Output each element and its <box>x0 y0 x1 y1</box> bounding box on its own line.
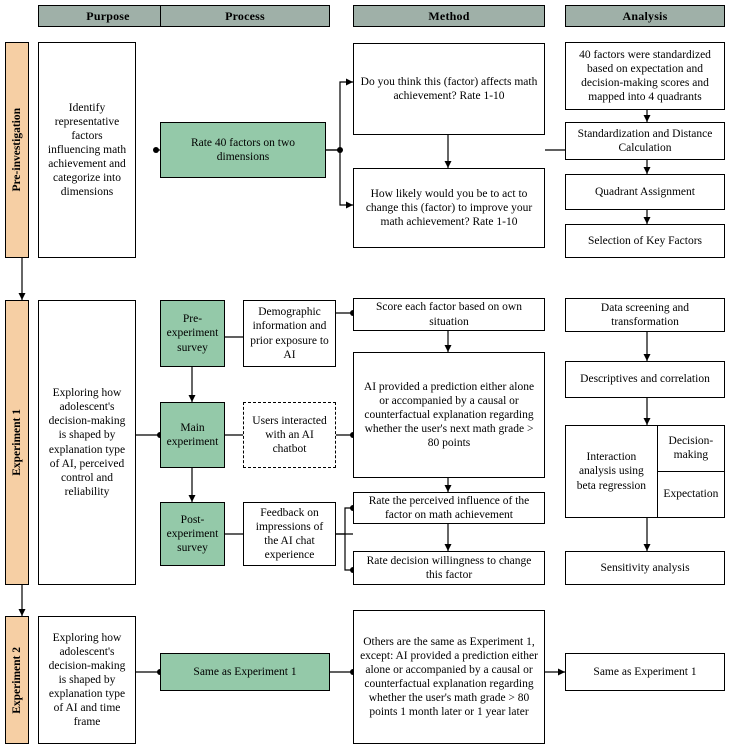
exp1-note-box-1 <box>243 300 336 367</box>
pre-analysis-box-3 <box>565 174 725 210</box>
exp2-analysis-box <box>565 653 725 691</box>
row-label-experiment-1 <box>5 300 29 585</box>
exp1-note-3-text: Feedback on impressions of the AI chat experience <box>255 506 324 562</box>
exp1-process-box-3 <box>160 502 225 566</box>
row-label-experiment-1-text: Experiment 1 <box>11 409 23 476</box>
exp1-analysis-4-text: Sensitivity analysis <box>600 561 690 574</box>
pre-analysis-3-text: Quadrant Assignment <box>595 185 695 198</box>
exp1-process-2-text: Main experiment <box>166 421 219 448</box>
exp1-analysis-box-1 <box>565 298 725 332</box>
exp1-analysis-box-4 <box>565 551 725 585</box>
pre-method-2-text: How likely would you be to act to change this (factor) to improve your math achievement? Rate 1-10 <box>365 187 533 228</box>
exp1-analysis-3-decision-making-text: Decision-making <box>668 434 714 461</box>
exp2-purpose-box <box>38 616 136 744</box>
pre-analysis-box-1 <box>565 42 725 110</box>
exp1-method-1-text: Score each factor based on own situation <box>376 301 522 328</box>
column-header-purpose <box>38 5 178 27</box>
exp1-process-box-1 <box>160 300 225 367</box>
exp1-analysis-box-2 <box>565 361 725 398</box>
pre-process-text: Rate 40 factors on two dimensions <box>190 136 296 163</box>
row-label-pre-investigation <box>5 42 29 258</box>
exp2-method-text: Others are the same as Experiment 1, except: AI provided a prediction either alone or accompanied by a causal or counterfactual explanation regarding whether the user's math grade > 80 points 1 month later or 1 year later <box>360 635 538 719</box>
pre-purpose-box <box>38 42 136 258</box>
column-header-purpose-label: Purpose <box>86 8 130 23</box>
pre-method-box-2 <box>353 168 545 248</box>
column-header-process <box>160 5 330 27</box>
exp1-method-box-3 <box>353 492 545 524</box>
exp1-analysis-box-3 <box>565 425 725 518</box>
exp1-method-box-1 <box>353 298 545 331</box>
exp1-analysis-3-left-text: Interaction analysis using beta regression <box>576 451 647 492</box>
exp1-process-1-text: Pre-experiment survey <box>166 313 219 354</box>
exp1-analysis-3-expectation <box>658 471 724 517</box>
exp1-analysis-3-left <box>566 426 657 517</box>
exp1-note-box-2 <box>243 402 336 468</box>
exp1-analysis-3-right <box>657 426 724 517</box>
exp1-note-2-text: Users interacted with an AI chatbot <box>252 414 327 455</box>
pre-analysis-box-2 <box>565 122 725 160</box>
pre-purpose-text: Identify representative factors influencing math achievement and categorize into dimensions <box>47 101 127 199</box>
exp1-note-box-3 <box>243 502 336 566</box>
exp1-purpose-box <box>38 300 136 585</box>
exp1-analysis-3-decision-making <box>658 426 724 471</box>
column-header-method-label: Method <box>428 8 470 23</box>
exp1-process-3-text: Post-experiment survey <box>166 513 219 554</box>
exp2-process-text: Same as Experiment 1 <box>193 665 297 678</box>
exp1-method-4-text: Rate decision willingness to change this factor <box>366 554 532 581</box>
column-header-method <box>353 5 545 27</box>
column-header-process-label: Process <box>225 8 265 23</box>
pre-method-box-1 <box>353 43 545 135</box>
exp1-method-3-text: Rate the perceived influence of the factor on math achievement <box>368 494 530 521</box>
pre-analysis-4-text: Selection of Key Factors <box>587 234 702 247</box>
exp2-analysis-text: Same as Experiment 1 <box>593 665 697 678</box>
exp1-method-box-2 <box>353 352 545 478</box>
exp1-method-box-4 <box>353 551 545 585</box>
row-label-pre-investigation-text: Pre-investigation <box>11 108 23 192</box>
exp2-process-box <box>160 653 330 691</box>
pre-method-1-text: Do you think this (factor) affects math achievement? Rate 1-10 <box>360 75 538 102</box>
column-header-analysis <box>565 5 725 27</box>
row-label-experiment-2-text: Experiment 2 <box>11 646 23 714</box>
row-label-experiment-2 <box>5 616 29 744</box>
pre-analysis-1-text: 40 factors were standardized based on expectation and decision-making scores and mapped into 4 quadrants <box>579 48 711 104</box>
exp1-method-2-text: AI provided a prediction either alone or accompanied by a causal or counterfactual explanation regarding whether the user's next math grade > 80 points <box>363 380 535 450</box>
exp1-purpose-text: Exploring how adolescent's decision-making is shaped by explanation type of AI, perceived control and reliability <box>48 387 126 498</box>
exp1-process-box-2 <box>160 402 225 468</box>
pre-analysis-2-text: Standardization and Distance Calculation <box>577 127 713 154</box>
exp1-note-1-text: Demographic information and prior exposure to AI <box>250 306 329 361</box>
pre-analysis-box-4 <box>565 224 725 258</box>
exp2-method-box <box>353 610 545 744</box>
pre-process-box <box>160 122 326 178</box>
exp2-purpose-text: Exploring how adolescent's decision-making is shaped by explanation type of AI and time frame <box>48 631 126 729</box>
exp1-analysis-2-text: Descriptives and correlation <box>580 373 710 386</box>
exp1-analysis-3-expectation-text: Expectation <box>663 487 719 500</box>
exp1-analysis-1-text: Data screening and transformation <box>600 301 690 328</box>
column-header-analysis-label: Analysis <box>622 8 668 23</box>
